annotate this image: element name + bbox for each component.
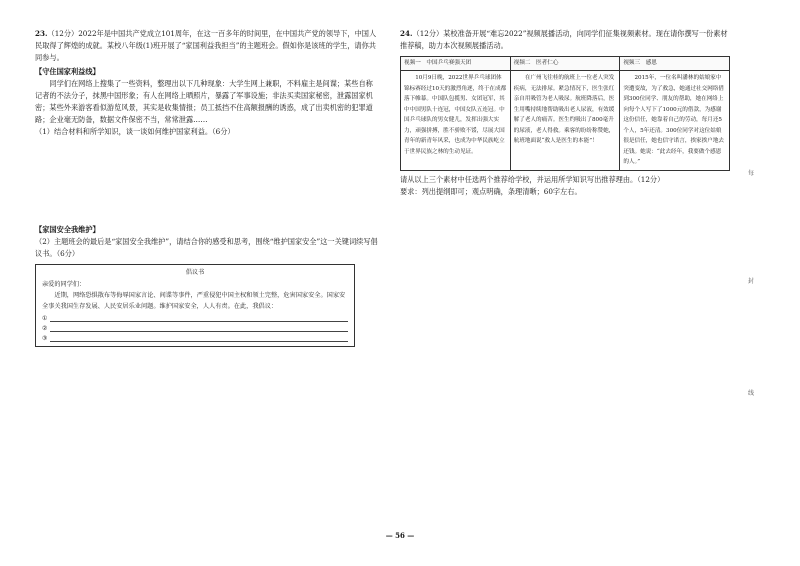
page-number: — 56 — [385, 531, 415, 540]
material-cell-2: 在广州飞往桂的航班上一位老人突发疾病，无法排尿。紧急情况下，医生张红亲自用吸管为老人吸尿。航班降落后，医生用嘴持续地帮助吸出老人尿液，有效缓解了老人的痛苦。医生约吸出了800毫升的尿液，老人得救。乘客的纷纷称赞她，航班地面说“救人是医生的本能”！ [510, 71, 620, 171]
material-header-3: 视频三 感恩 [620, 57, 730, 71]
proposal-line-3[interactable]: ③ [42, 332, 348, 342]
left-column [35, 28, 380, 347]
margin-mark-1: 每 [748, 170, 755, 177]
margin-mark-3: 线 [748, 390, 755, 397]
q24-number: 24. [400, 29, 413, 38]
q23-stem: 23.（12分）2022年是中国共产党成立101周年，在这一百多年的时间里，在中国共产党的领导下，中国人民取得了辉煌的成就。某校八年级(1)班开展了“家国利益我担当”的主题班会。假如你是该班的学生，请你共同参与。 [35, 29, 377, 62]
margin-mark-2: 封 [748, 278, 755, 285]
q23-number: 23. [35, 29, 48, 38]
proposal-box [35, 264, 355, 347]
material-header-1: 视频一 中国乒乓赛强天团 [401, 57, 511, 71]
q23-section1-title: 【守住国家利益线】 [35, 67, 100, 76]
proposal-body: 近期，网络恐惧散布等侮辱国家言论、间谍等事件，严重侵犯中国主权和领土完整，危害国家安全。国家安全事关我国生存发展、人民安居乐业问题。维护国家安全，人人有责。在此，我倡议： [42, 292, 346, 310]
material-header-2: 视频二 医者仁心 [510, 57, 620, 71]
q24-instruction: 请从以上三个素材中任选两个推荐给学校，并运用所学知识写出推荐理由。（12分） [400, 174, 665, 184]
proposal-greeting: 亲爱的同学们： [42, 281, 86, 288]
answer-space [35, 138, 380, 222]
material-cell-1: 10月9日晚，2022世界乒乓球团体锦标赛经过10天的激烈角逐，终于在成都落下帷幕。中国队包揽男、女团冠军，其中中国男队十连冠，中国女队五连冠。中国乒乓球队的男女健儿，发挥出强大实力，顽强拼搏，胜不骄败不馁，尽展大国青年的新青年风采，也成为中华民族屹立于世界民族之林的生动见证。 [401, 71, 511, 171]
q23-sub1: （1）结合材料和所学知识，谈一谈如何维护国家利益。（6分） [35, 127, 235, 136]
q24-stem: 24.（12分）某校准备开展“难忘2022”视频展播活动，向同学们征集视频素材。现在请你撰写一份素材推荐稿，助力本次视频展播活动。 [400, 29, 728, 50]
right-column [400, 28, 730, 198]
proposal-line-1[interactable]: ① [42, 312, 348, 322]
materials-table [400, 56, 730, 171]
q23-material: 同学们在网络上搜集了一些资料，整理出以下几种现象：大学生网上兼职，不料雇主是间谍；某些自称记者的不法分子，抹黑中国形象；有人在网络上晒照片，暴露了军事设施；非法买卖国家秘密，泄露国家机密；某些外来游客看似游览风景，其实是收集情报；员工抵挡不住高额报酬的诱惑，成了出卖机密的犯罪道路；企业毫无防备，数据文件保密不当，常常泄露…… [35, 79, 373, 124]
q23-sub2: （2）主题班会的最后是“家国安全我维护”，请结合你的感受和思考，围绕“维护国家安全”这一关键词续写倡议书。（6分） [35, 237, 378, 258]
material-cell-3: 2015年，一位名叫潘林的姑娘家中突遭变故，为了救急，她通过社交网络借到300位同学、朋友的帮助，她在网络上向每个人写下了1000元的借款，为感谢这份信任，她靠着自己的劳动，每月还5个人，5年还清。300位同学对这位姑娘很是信任，她也信守诺言，挨家挨户地去还钱。她说：“此去经年，我要做个感恩的人。” [620, 71, 730, 171]
proposal-title: 倡议书 [185, 269, 205, 276]
proposal-line-2[interactable]: ② [42, 322, 348, 332]
q23-section2-title: 【家国安全我维护】 [35, 225, 100, 234]
q24-requirement: 要求：列出提纲即可；观点明确，条理清晰；60字左右。 [400, 186, 582, 196]
